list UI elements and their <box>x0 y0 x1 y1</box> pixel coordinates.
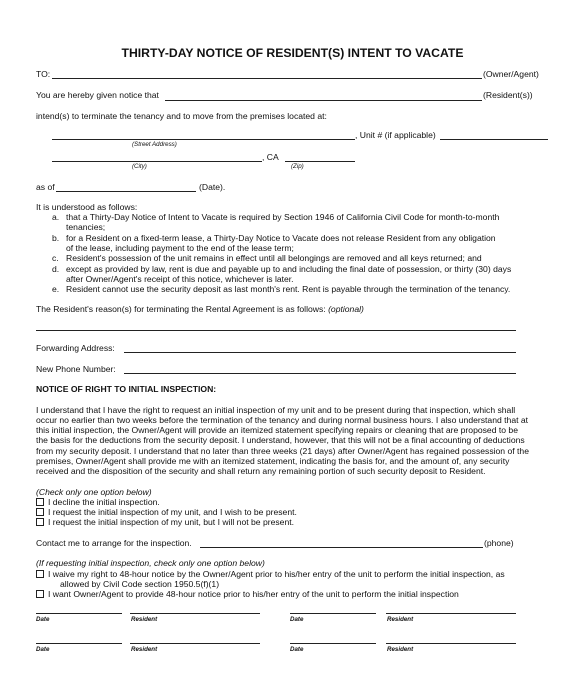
date-caption: Date <box>290 616 304 623</box>
street-address-caption: (Street Address) <box>132 141 177 148</box>
resident-signature-line[interactable] <box>386 613 516 614</box>
to-label: TO: <box>36 69 51 79</box>
understood-letter-c: c. <box>52 253 59 263</box>
zip-caption: (Zip) <box>291 163 304 170</box>
understood-item-b-line2: of the lease, including payment to the end of the lease term; <box>66 243 294 253</box>
to-field[interactable] <box>52 78 482 79</box>
checkbox-icon[interactable] <box>36 508 44 516</box>
inspection-para-line-6: premises, Owner/Agent shall provide me with an itemized statement, indicating the basis for, and the amount of, any security <box>36 456 510 466</box>
intend-text: intend(s) to terminate the tenancy and to move from the premises located at: <box>36 111 327 121</box>
checkbox-icon[interactable] <box>36 498 44 506</box>
inspection-heading: NOTICE OF RIGHT TO INITIAL INSPECTION: <box>36 384 217 394</box>
inspection-para-line-1: I understand that I have the right to request an initial inspection of my unit and to be present during that inspection, which shall <box>36 405 516 415</box>
as-of-label: as of <box>36 182 55 192</box>
understood-letter-d: d. <box>52 264 60 274</box>
date-signature-line[interactable] <box>36 643 122 644</box>
date-signature-line[interactable] <box>290 613 376 614</box>
owner-agent-label: (Owner/Agent) <box>483 69 539 79</box>
date-caption: Date <box>290 646 304 653</box>
resident-signature-line[interactable] <box>130 643 260 644</box>
city-caption: (City) <box>132 163 147 170</box>
option-want-notice[interactable] <box>36 589 459 600</box>
understood-item-d-line1: except as provided by law, rent is due and payable up to and including the final date of possession, or thirty (30) days <box>66 264 512 274</box>
inspection-para-line-2: occur no earlier than two weeks before the termination of the tenancy and during normal business hours. I also understand that at <box>36 415 529 425</box>
understood-letter-a: a. <box>52 212 60 222</box>
understood-item-d-line2: after Owner/Agent's receipt of this notice, whichever is later. <box>66 274 294 284</box>
understood-letter-b: b. <box>52 233 60 243</box>
phone-caption: (phone) <box>484 538 514 548</box>
understood-item-e-line1: Resident cannot use the security deposit as last month's rent. Rent is payable through the termination of the tenancy. <box>66 284 511 294</box>
option-request-not-present[interactable] <box>36 517 294 528</box>
inspection-para-line-7: received and the disposition of the security and shall return any remaining portion of such security deposit to Resident. <box>36 466 486 476</box>
resident-signature-line[interactable] <box>130 613 260 614</box>
forwarding-address-field[interactable] <box>124 352 516 353</box>
ca-label: , CA <box>262 152 279 162</box>
street-address-field[interactable] <box>52 139 355 140</box>
understood-item-a-line1: that a Thirty-Day Notice of Intent to Vacate is required by Section 1946 of California Civil Code for month-to-month <box>66 212 500 222</box>
checkbox-icon[interactable] <box>36 590 44 598</box>
resident-caption: Resident <box>387 616 414 623</box>
zip-field[interactable] <box>285 161 355 162</box>
inspection-para-line-3: this initial inspection, the Owner/Agent will provide an itemized statement specifying repairs or cleaning that are proposed to be <box>36 425 518 435</box>
understood-intro: It is understood as follows: <box>36 202 138 212</box>
checkbox-icon[interactable] <box>36 518 44 526</box>
reasons-field[interactable] <box>36 330 516 331</box>
option-waive-line2: allowed by Civil Code section 1950.5(f)(1) <box>60 579 220 589</box>
resident-caption: Resident <box>131 616 158 623</box>
checkbox-icon[interactable] <box>36 570 44 578</box>
option-want-label: I want Owner/Agent to provide 48-hour notice prior to his/her entry of the unit to perform the initial inspection <box>48 589 459 599</box>
inspection-para-line-5: from my security deposit. I understand that no later than three weeks (21 days) after Owner/Agent has regained possession of the <box>36 446 529 456</box>
check-intro: (Check only one option below) <box>36 487 152 497</box>
residents-label: (Resident(s)) <box>483 90 533 100</box>
as-of-date-field[interactable] <box>56 191 196 192</box>
contact-label: Contact me to arrange for the inspection. <box>36 538 192 548</box>
option-request-present-label: I request the initial inspection of my unit, and I wish to be present. <box>48 507 297 517</box>
inspection-para-line-4: the basis for the deductions from the security deposit. I understand, however, that this will not be a final accounting of deductions <box>36 435 525 445</box>
reasons-optional: (optional) <box>328 304 364 314</box>
understood-item-c-line1: Resident's possession of the unit remains in effect until all belongings are removed and all keys returned; and <box>66 253 482 263</box>
forwarding-address-label: Forwarding Address: <box>36 343 115 353</box>
date-signature-line[interactable] <box>36 613 122 614</box>
new-phone-label: New Phone Number: <box>36 364 116 374</box>
unit-field[interactable] <box>440 139 548 140</box>
resident-signature-line[interactable] <box>386 643 516 644</box>
new-phone-field[interactable] <box>124 373 516 374</box>
option-decline-label: I decline the initial inspection. <box>48 497 160 507</box>
resident-name-field[interactable] <box>165 100 482 101</box>
page-title: THIRTY-DAY NOTICE OF RESIDENT(S) INTENT TO VACATE <box>121 46 464 60</box>
date-label: (Date). <box>199 182 226 192</box>
reasons-label <box>36 304 364 315</box>
option-request-not-present-label: I request the initial inspection of my unit, but I will not be present. <box>48 517 295 527</box>
unit-label: , Unit # (if applicable) <box>355 130 436 140</box>
notice-text: You are hereby given notice that <box>36 90 159 100</box>
understood-letter-e: e. <box>52 284 60 294</box>
requesting-intro: (If requesting initial inspection, check only one option below) <box>36 558 265 568</box>
date-signature-line[interactable] <box>290 643 376 644</box>
option-waive-line1: I waive my right to 48-hour notice by the Owner/Agent prior to his/her entry of the unit to perform the initial inspection, as <box>48 569 505 579</box>
city-field[interactable] <box>52 161 262 162</box>
understood-item-b-line1: for a Resident on a fixed-term lease, a Thirty-Day Notice to Vacate does not release Resident from any obligation <box>66 233 496 243</box>
resident-caption: Resident <box>387 646 414 653</box>
date-caption: Date <box>36 646 50 653</box>
reasons-text: The Resident's reason(s) for terminating the Rental Agreement is as follows: <box>36 304 326 314</box>
resident-caption: Resident <box>131 646 158 653</box>
understood-item-a-line2: tenancies; <box>66 222 106 232</box>
date-caption: Date <box>36 616 50 623</box>
contact-phone-field[interactable] <box>200 547 483 548</box>
